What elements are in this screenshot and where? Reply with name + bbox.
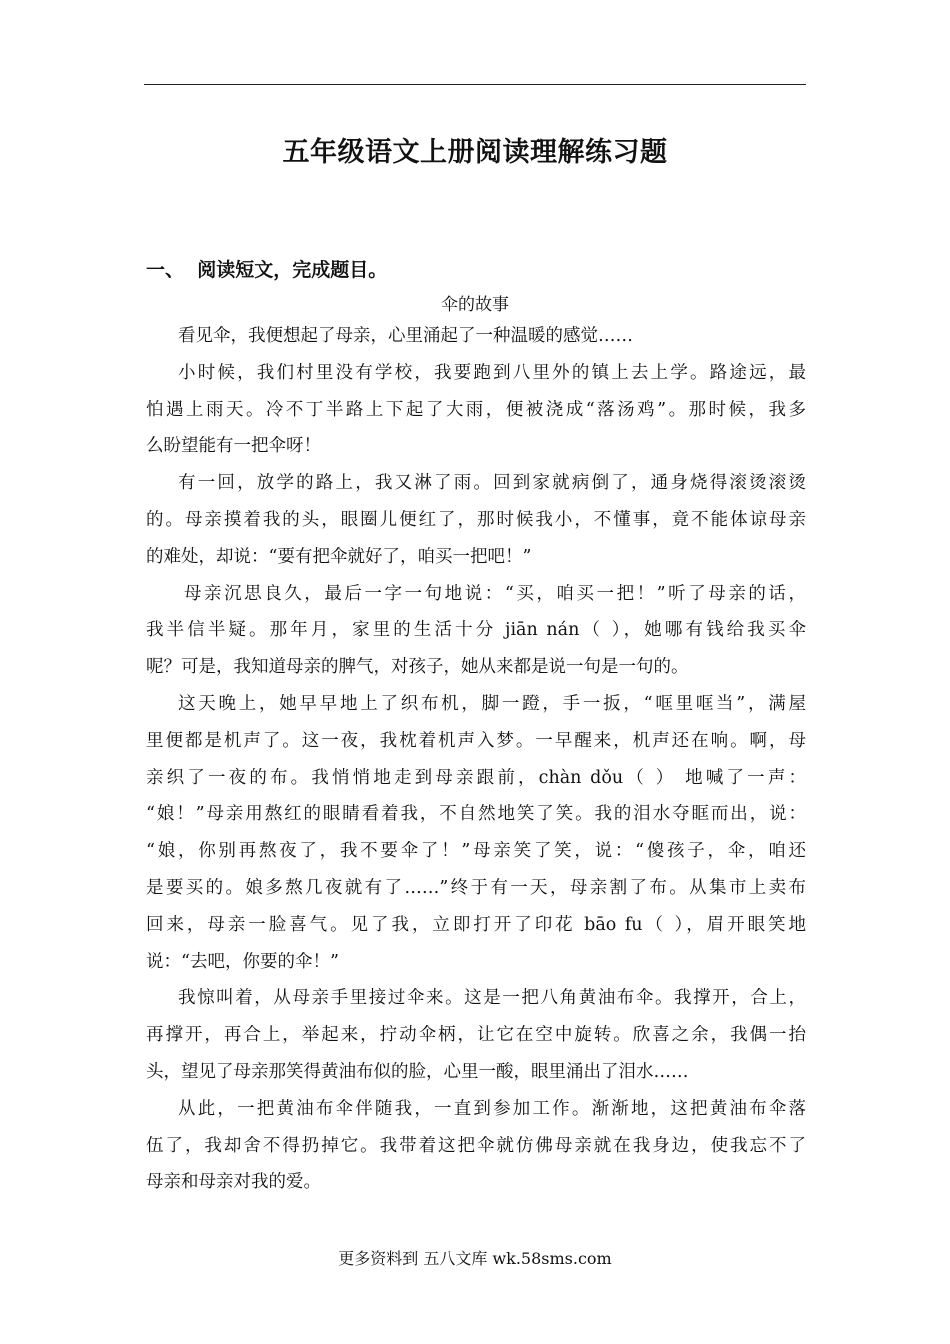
story-body [146,318,806,1201]
story-line: 看见伞，我便想起了母亲，心里涌起了一种温暖的感觉…… [178,326,633,346]
story-line: 说：“去吧，你要的伞！” [146,951,339,972]
story-line: 回来，母亲一脸喜气。见了我，立即打开了印花 bāo fu（ ），眉开眼笑地 [146,914,806,935]
story-line: “娘，你别再熬夜了，我不要伞了！”母亲笑了笑，说：“傻孩子，伞，咱还 [146,841,806,862]
story-line: 我半信半疑。那年月，家里的生活十分 jiān nán（ ），她哪有钱给我买伞 [146,620,806,641]
page-title: 五年级语文上册阅读理解练习题 [282,137,668,168]
story-line: 的难处，却说：“要有把伞就好了，咱买一把吧！” [146,546,532,567]
story-line: 头，望见了母亲那笑得黄油布似的脸，心里一酸，眼里涌出了泪水…… [146,1061,689,1082]
story-line: 从此，一把黄油布伞伴随我，一直到参加工作。渐渐地，这把黄油布伞落 [178,1098,806,1119]
story-line: “娘！”母亲用熬红的眼睛看着我，不自然地笑了笑。我的泪水夺眶而出，说： [146,804,806,825]
story-title: 伞的故事 [441,295,509,315]
story-line: 是要买的。娘多熬几夜就有了……”终于有一天，母亲割了布。从集市上卖布 [146,877,806,898]
story-line: 里便都是机声了。这一夜，我枕着机声入梦。一早醒来，机声还在响。啊，母 [146,730,806,751]
story-line: 小时候，我们村里没有学校，我要跑到八里外的镇上去上学。路途远，最 [178,362,806,383]
story-line: 我惊叫着，从母亲手里接过伞来。这是一把八角黄油布伞。我撑开，合上， [178,988,806,1009]
story-line: 亲织了一夜的布。我悄悄地走到母亲跟前，chàn dǒu（ ） 地喊了一声： [146,767,806,788]
story-line: 母亲和母亲对我的爱。 [146,1172,321,1193]
story-line: 的。母亲摸着我的头，眼圈儿便红了，那时候我小，不懂事，竟不能体谅母亲 [146,509,806,530]
header-rule [144,84,806,85]
story-line: 再撑开，再合上，举起来，拧动伞柄，让它在空中旋转。欣喜之余，我偶一抬 [146,1025,806,1046]
story-line: 这天晚上，她早早地上了织布机，脚一蹬，手一扳，“哐里哐当”，满屋 [178,693,806,714]
section-heading: 一、 阅读短文，完成题目。 [146,259,388,281]
story-line: 母亲沉思良久，最后一字一句地说：“买，咱买一把！”听了母亲的话， [184,583,806,604]
story-line: 呢？可是，我知道母亲的脾气，对孩子，她从来都是说一句是一句的。 [146,657,689,678]
story-line: 伍了，我却舍不得扔掉它。我带着这把伞就仿佛母亲就在我身边，使我忘不了 [146,1135,806,1156]
story-line: 怕遇上雨天。冷不丁半路上下起了大雨，便被浇成“落汤鸡”。那时候，我多 [146,399,806,420]
story-line: 么盼望能有一把伞呀！ [146,436,321,457]
footer-source: 更多资料到 五八文库 wk.58sms.com [338,1249,612,1268]
story-line: 有一回，放学的路上，我又淋了雨。回到家就病倒了，通身烧得滚烫滚烫 [178,473,806,494]
